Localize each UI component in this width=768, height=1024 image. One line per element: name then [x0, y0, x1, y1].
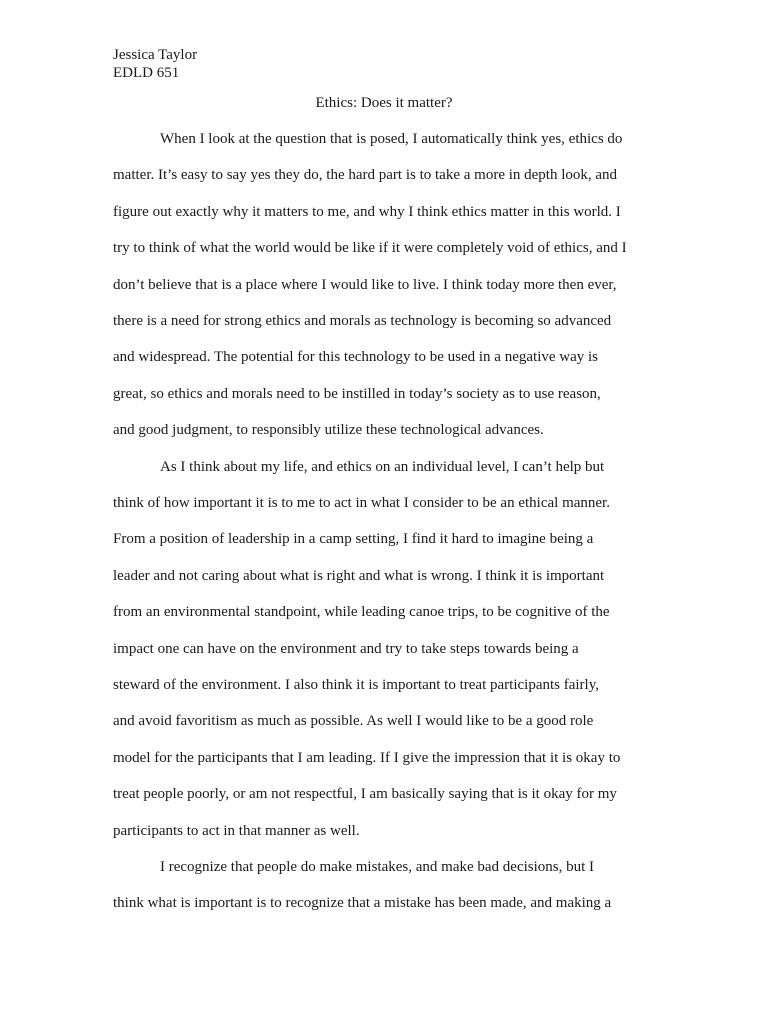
paragraph-1-line: and good judgment, to responsibly utilize these technological advances. — [113, 422, 544, 438]
paragraph-1-line: figure out exactly why it matters to me, and why I think ethics matter in this world. I — [113, 204, 621, 220]
paragraph-2-line: steward of the environment. I also think it is important to treat participants fairly, — [113, 677, 599, 693]
paragraph-2-line: and avoid favoritism as much as possible. As well I would like to be a good role — [113, 713, 594, 729]
paragraph-2-line: impact one can have on the environment and try to take steps towards being a — [113, 641, 579, 657]
paragraph-1-line: great, so ethics and morals need to be instilled in today’s society as to use reason, — [113, 386, 601, 402]
essay-title: Ethics: Does it matter? — [315, 95, 453, 111]
paragraph-2-line: think of how important it is to me to act in what I consider to be an ethical manner. — [113, 495, 610, 511]
paragraph-3-line: I recognize that people do make mistakes, and make bad decisions, but I — [160, 859, 595, 875]
paragraph-1-line: try to think of what the world would be like if it were completely void of ethics, and I — [113, 240, 627, 256]
course-code: EDLD 651 — [113, 65, 180, 81]
paragraph-2-line: treat people poorly, or am not respectful, I am basically saying that is it okay for my — [113, 786, 617, 802]
paragraph-1-line: don’t believe that is a place where I would like to live. I think today more then ever, — [113, 277, 617, 293]
paragraph-2-line: leader and not caring about what is right and what is wrong. I think it is important — [113, 568, 605, 584]
paragraph-2-line: As I think about my life, and ethics on an individual level, I can’t help but — [160, 459, 605, 475]
paragraph-2-line: participants to act in that manner as well. — [113, 823, 360, 839]
paragraph-2-line: From a position of leadership in a camp setting, I find it hard to imagine being a — [113, 531, 594, 547]
paragraph-2-line: from an environmental standpoint, while leading canoe trips, to be cognitive of the — [113, 604, 610, 620]
paragraph-3-line: think what is important is to recognize that a mistake has been made, and making a — [113, 895, 612, 911]
author-name: Jessica Taylor — [113, 47, 198, 63]
paragraph-1-line: When I look at the question that is posed, I automatically think yes, ethics do — [160, 131, 623, 147]
paragraph-1-line: matter. It’s easy to say yes they do, the hard part is to take a more in depth look, and — [113, 167, 618, 183]
paragraph-2-line: model for the participants that I am leading. If I give the impression that it is okay to — [113, 750, 621, 766]
paragraph-1-line: and widespread. The potential for this technology to be used in a negative way is — [113, 349, 599, 365]
paragraph-1-line: there is a need for strong ethics and morals as technology is becoming so advanced — [113, 313, 612, 329]
